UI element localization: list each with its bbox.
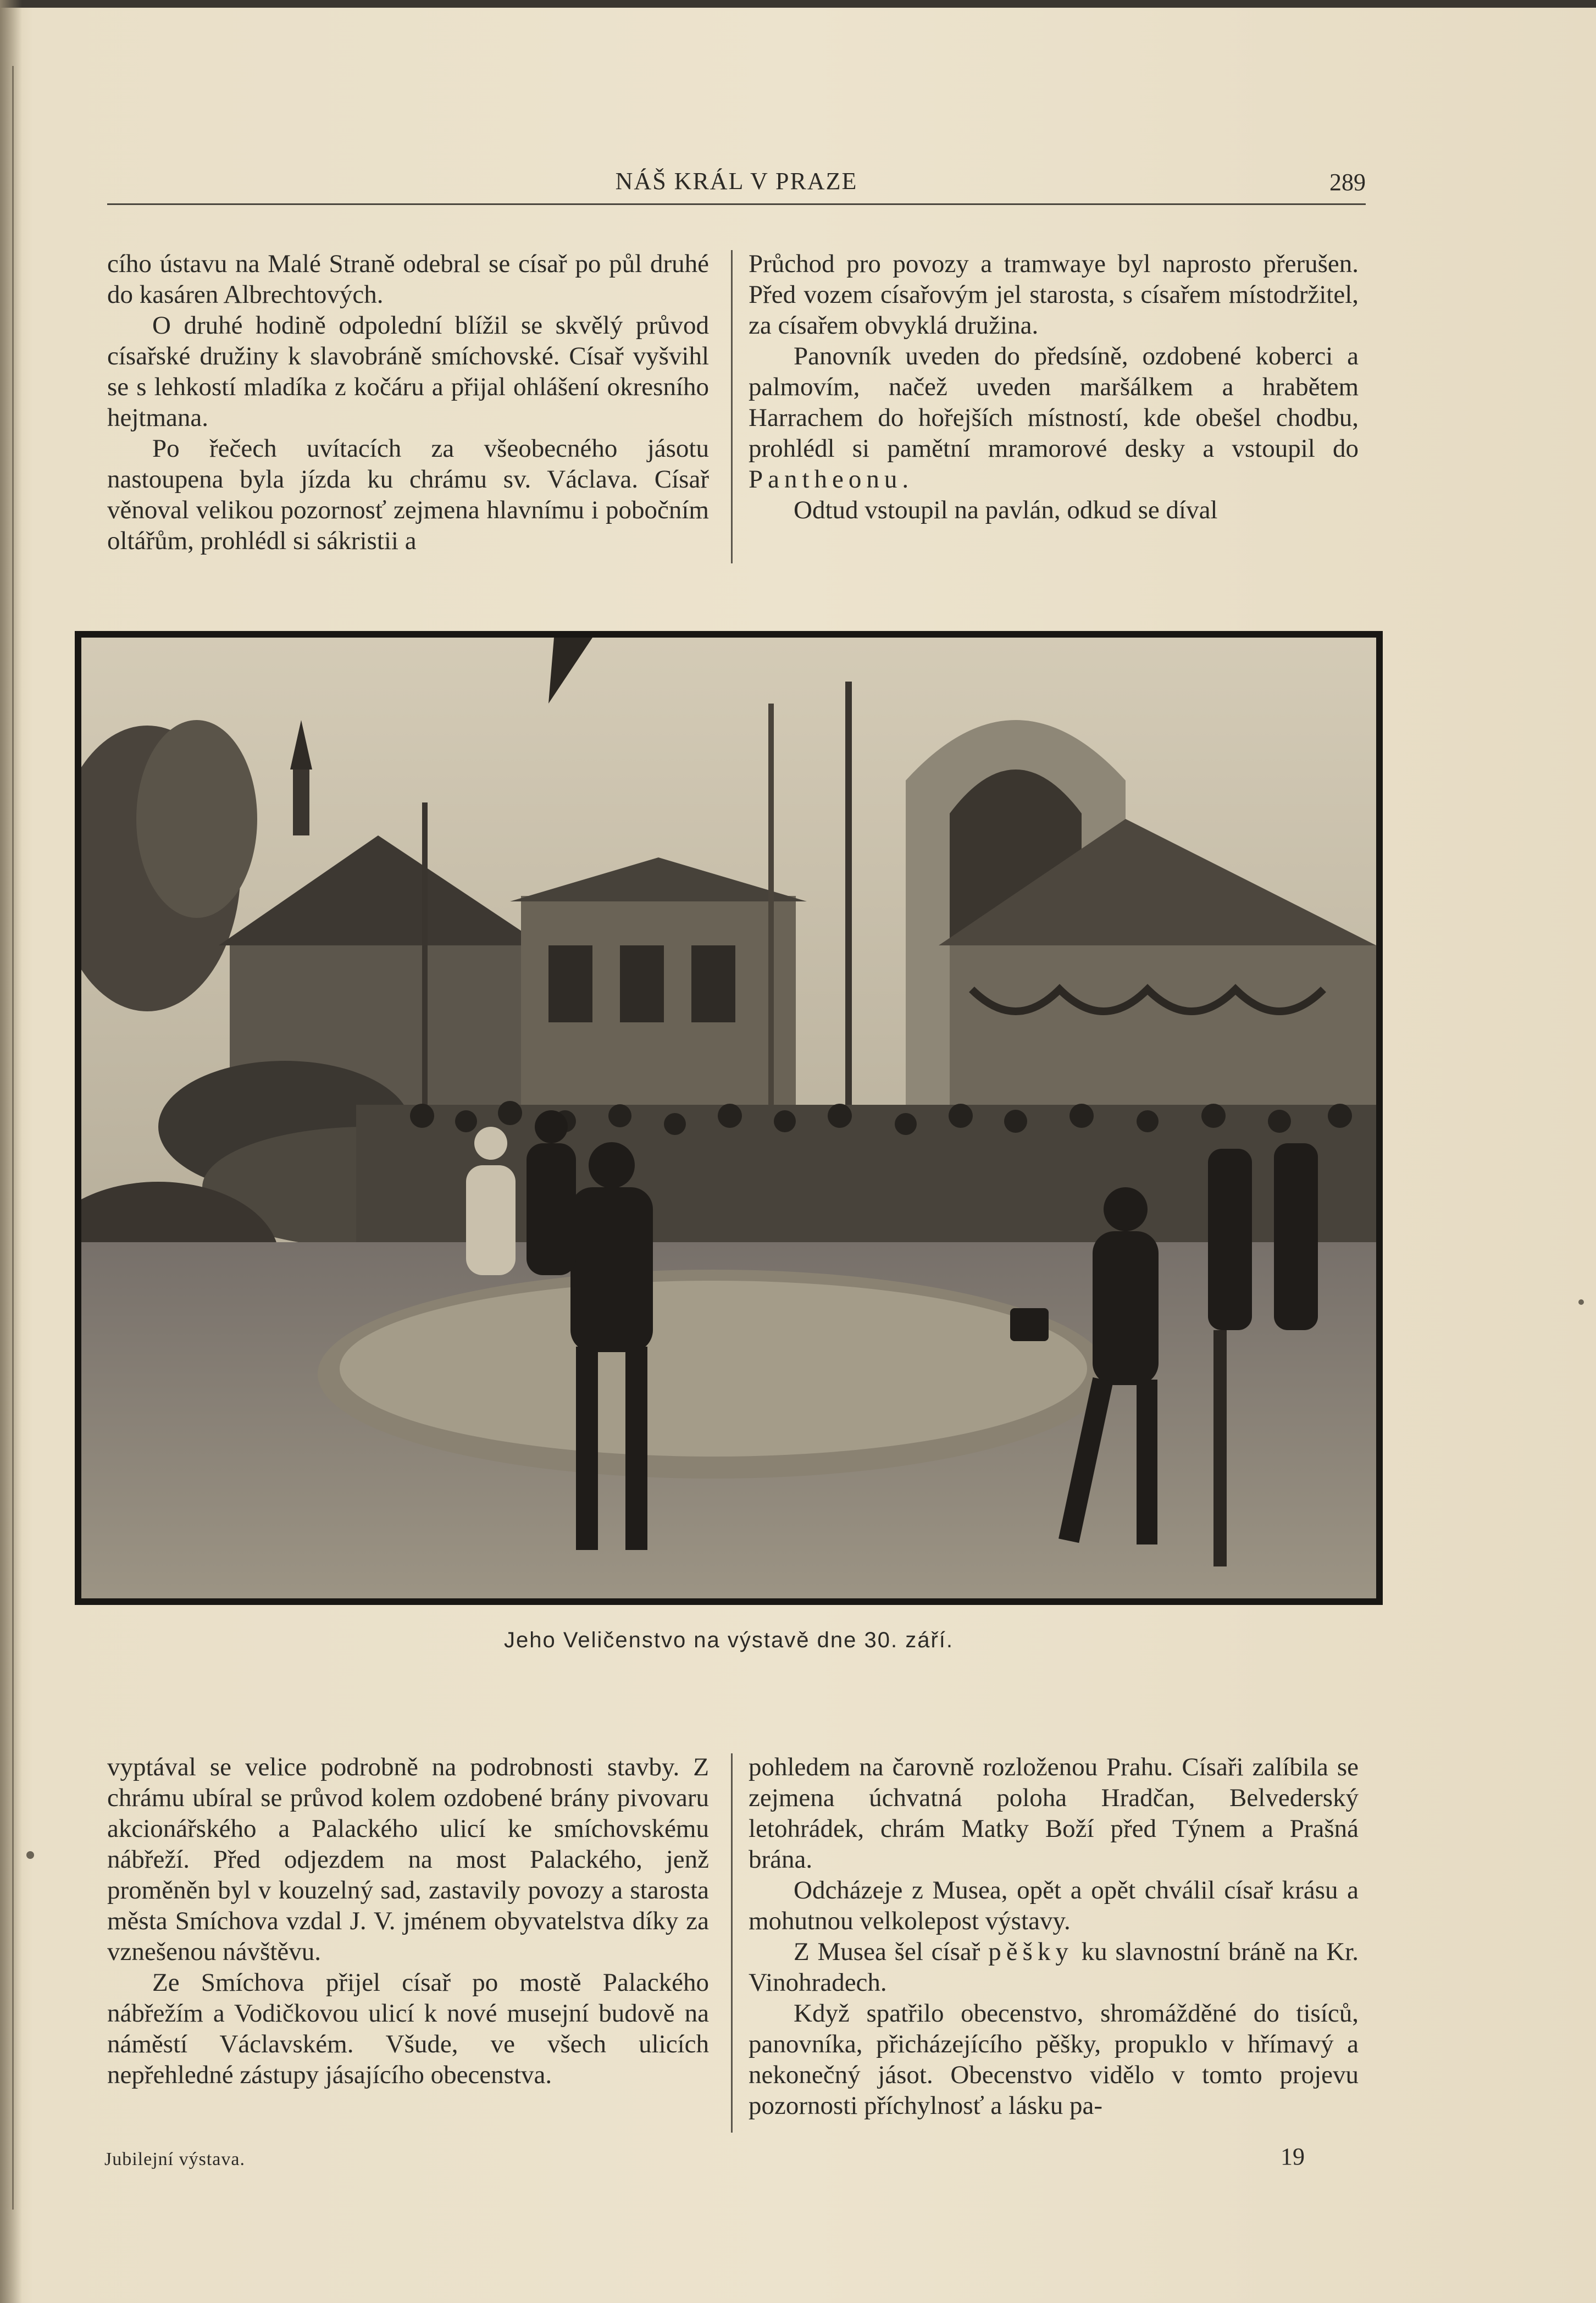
paragraph: Odtud vstoupil na pavlán, odkud se díval	[794, 496, 1218, 524]
column-divider	[731, 250, 733, 563]
photo-caption: Jeho Veličenstvo na výstavě dne 30. září.	[504, 1628, 954, 1652]
text-run: ku slavnostní bráně na Kr. Vinohradech.	[749, 1937, 1359, 1997]
paragraph: Ze Smíchova přijel císař po mostě Palackého nábřežím a Vodičkovou ulicí k nové musejní budově na náměstí Václavském. Všude, ve všech ulicích nepřehledné zástupy jásajícího obecenstva.	[107, 1968, 709, 2089]
spaced-word: pěšky	[988, 1937, 1073, 1966]
photo-frame	[75, 631, 1383, 1605]
paragraph	[749, 341, 1359, 495]
text-run: Panovník uveden do předsíně, ozdobené koberci a palmovím, načež uveden maršálkem a hrabětem Harrachem do hořejších místností, kde obešel chodbu, prohlédl si pamětní mramorové desky a vstoupil do	[749, 342, 1359, 463]
paragraph: cího ústavu na Malé Straně odebral se císař po půl druhé do kasáren Albrechtových.	[107, 250, 709, 309]
paragraph: Když spatřilo obecenstvo, shromážděné do tisíců, panovníka, přicházejícího pěšky, propuklo v hřímavý a nekonečný jásot. Obecenstvo vidělo v tomto projevu pozornosti příchylnosť a lásku pa-	[749, 1999, 1359, 2120]
running-head	[107, 165, 1366, 205]
photo-illustration	[81, 638, 1376, 1598]
bottom-left-column	[107, 1752, 709, 2090]
bottom-right-column	[749, 1752, 1359, 2121]
paragraph: O druhé hodině odpolední blížil se skvělý průvod císařské družiny k slavobráně smíchovské. Císař vyšvihl se s lehkostí mladíka z kočáru a přijal ohlášení okresního hejtmana.	[107, 311, 709, 432]
paragraph: Odcházeje z Musea, opět a opět chválil císař krásu a mohutnou velkolepost výstavy.	[749, 1876, 1359, 1935]
margin-mark	[1578, 1299, 1584, 1305]
sheet-number: 19	[1281, 2143, 1305, 2170]
paragraph	[749, 1936, 1359, 1998]
page-number: 289	[1329, 169, 1366, 196]
text-run: Z Musea šel císař	[794, 1937, 980, 1966]
scan-top-edge	[0, 0, 1596, 8]
column-divider	[731, 1753, 733, 2133]
signature-mark: Jubilejní výstava.	[104, 2149, 245, 2169]
text-run: .	[902, 465, 909, 494]
top-left-column	[107, 248, 709, 556]
page-title: NÁŠ KRÁL V PRAZE	[615, 168, 858, 195]
binding-shadow	[0, 0, 22, 2303]
paragraph: Po řečech uvítacích za všeobecného jásotu nastoupena byla jízda ku chrámu sv. Václava. Císař věnoval velikou pozornosť zejmena hlavnímu i pobočním oltářům, prohlédl si sákristii a	[107, 434, 709, 555]
exhibition-photograph	[81, 638, 1376, 1598]
margin-mark	[26, 1851, 34, 1859]
paragraph: vyptával se velice podrobně na podrobnosti stavby. Z chrámu ubíral se průvod kolem ozdobené brány pivovaru akcionářského a Palackého ulicí ke smíchovskému nábřeží. Před odjezdem na most Palackého, jenž proměněn byl v kouzelný sad, zastavily povozy a starosta města Smíchova vzdal J. V. jménem obyvatelstva díky za vznešenou návštěvu.	[107, 1753, 709, 1966]
binding-line	[12, 66, 14, 2210]
top-right-column	[749, 248, 1359, 525]
paragraph: pohledem na čarovně rozloženou Prahu. Císaři zalíbila se zejmena úchvatná poloha Hradčan, Belvederský letohrádek, chrám Matky Boží před Týnem a Prašná brána.	[749, 1753, 1359, 1874]
paragraph: Průchod pro povozy a tramwaye byl naprosto přerušen. Před vozem císařovým jel starosta, s císařem místodržitel, za císařem obvyklá družina.	[749, 250, 1359, 340]
spaced-word: Pantheonu	[749, 465, 902, 494]
